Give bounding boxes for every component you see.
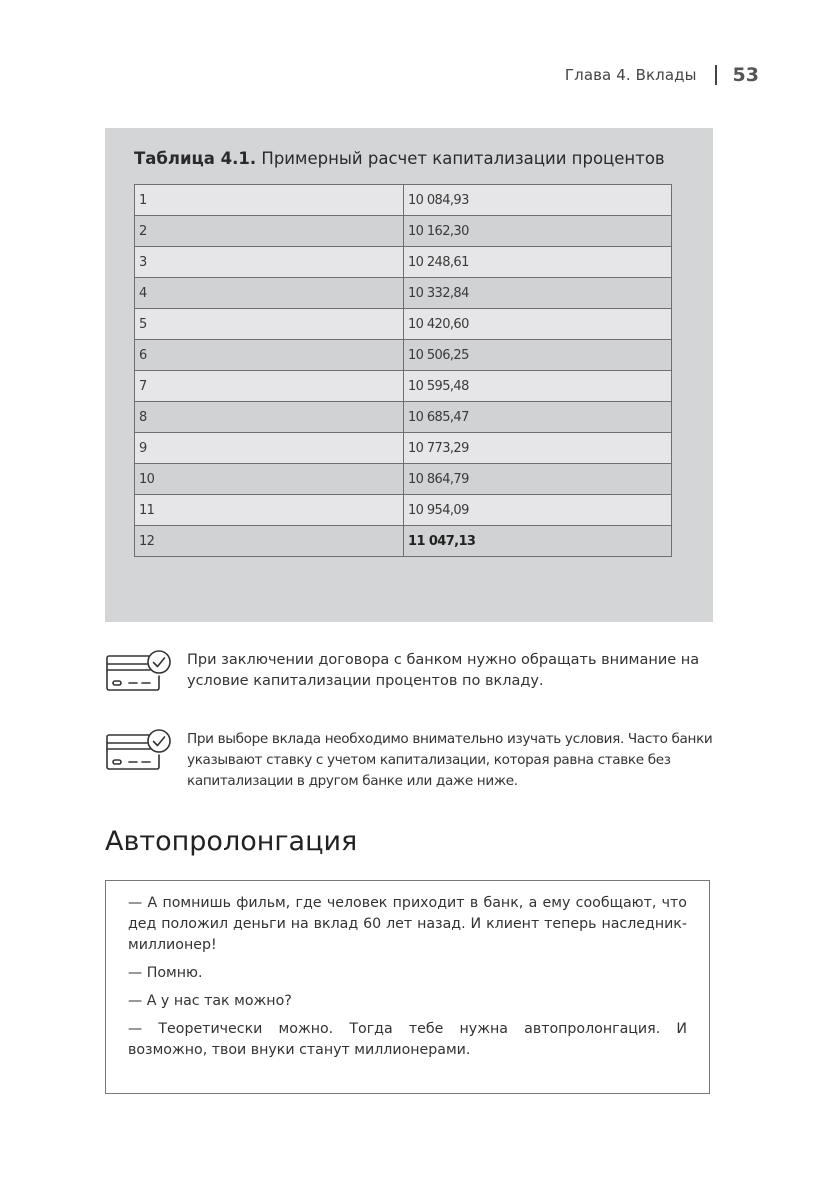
dialogue-box [105, 880, 710, 1094]
table-row [135, 433, 672, 464]
dialogue-line: — А помнишь фильм, где человек приходит в банк, а ему сообщают, что дед положил деньги на вклад 60 лет назад. И клиент теперь наследник-миллионер! [128, 895, 687, 953]
month-cell: 7 [135, 371, 404, 402]
month-cell: 8 [135, 402, 404, 433]
chapter-title: Глава 4. Вклады [564, 66, 697, 84]
table-caption-text: Примерный расчет капитализации процентов [256, 149, 665, 168]
tip-note [105, 650, 717, 694]
month-cell: 9 [135, 433, 404, 464]
amount-cell: 10 954,09 [404, 495, 672, 526]
table-row [135, 309, 672, 340]
amount-cell: 10 773,29 [404, 433, 672, 464]
tip-text: При заключении договора с банком нужно обращать внимание на условие капитализации процентов по вкладу. [187, 652, 700, 689]
month-cell: 4 [135, 278, 404, 309]
amount-cell: 10 685,47 [404, 402, 672, 433]
dialogue-line: — Помню. [128, 965, 203, 981]
capitalization-table [134, 184, 672, 557]
table-caption-label: Таблица 4.1. [134, 149, 257, 168]
table-row [135, 340, 672, 371]
section-heading: Автопролонгация [105, 826, 358, 857]
month-cell: 2 [135, 216, 404, 247]
amount-cell: 10 162,30 [404, 216, 672, 247]
month-cell: 5 [135, 309, 404, 340]
running-head [565, 64, 759, 86]
card-check-icon [105, 650, 175, 694]
table-row-total [135, 526, 672, 557]
header-divider [715, 65, 717, 85]
table-row [135, 247, 672, 278]
month-cell: 6 [135, 340, 404, 371]
table-caption [134, 149, 665, 168]
table-row [135, 185, 672, 216]
table-row [135, 402, 672, 433]
month-cell: 1 [135, 185, 404, 216]
page-number: 53 [732, 64, 759, 86]
dialogue-line: — А у нас так можно? [128, 993, 292, 1009]
table-row [135, 371, 672, 402]
tip-text: При выборе вклада необходимо внимательно изучать условия. Часто банки указывают ставку с учетом капитализации, которая равна ставке без капитализации в другом банке или даже ниже. [187, 731, 713, 789]
tip-note [105, 729, 717, 792]
month-cell: 10 [135, 464, 404, 495]
card-check-icon [105, 729, 175, 773]
amount-cell: 10 864,79 [404, 464, 672, 495]
amount-cell: 10 084,93 [404, 185, 672, 216]
amount-cell: 10 248,61 [404, 247, 672, 278]
table-row [135, 278, 672, 309]
dialogue-line: — Теоретически можно. Тогда тебе нужна автопролонгация. И возможно, твои внуки станут миллионерами. [128, 1021, 687, 1058]
amount-cell: 10 332,84 [404, 278, 672, 309]
amount-cell: 10 595,48 [404, 371, 672, 402]
table-panel [105, 128, 713, 622]
table-row [135, 495, 672, 526]
month-cell: 3 [135, 247, 404, 278]
amount-cell: 10 506,25 [404, 340, 672, 371]
month-cell: 11 [135, 495, 404, 526]
amount-cell: 10 420,60 [404, 309, 672, 340]
total-amount-cell: 11 047,13 [404, 526, 672, 557]
table-row [135, 464, 672, 495]
month-cell: 12 [135, 526, 404, 557]
table-row [135, 216, 672, 247]
